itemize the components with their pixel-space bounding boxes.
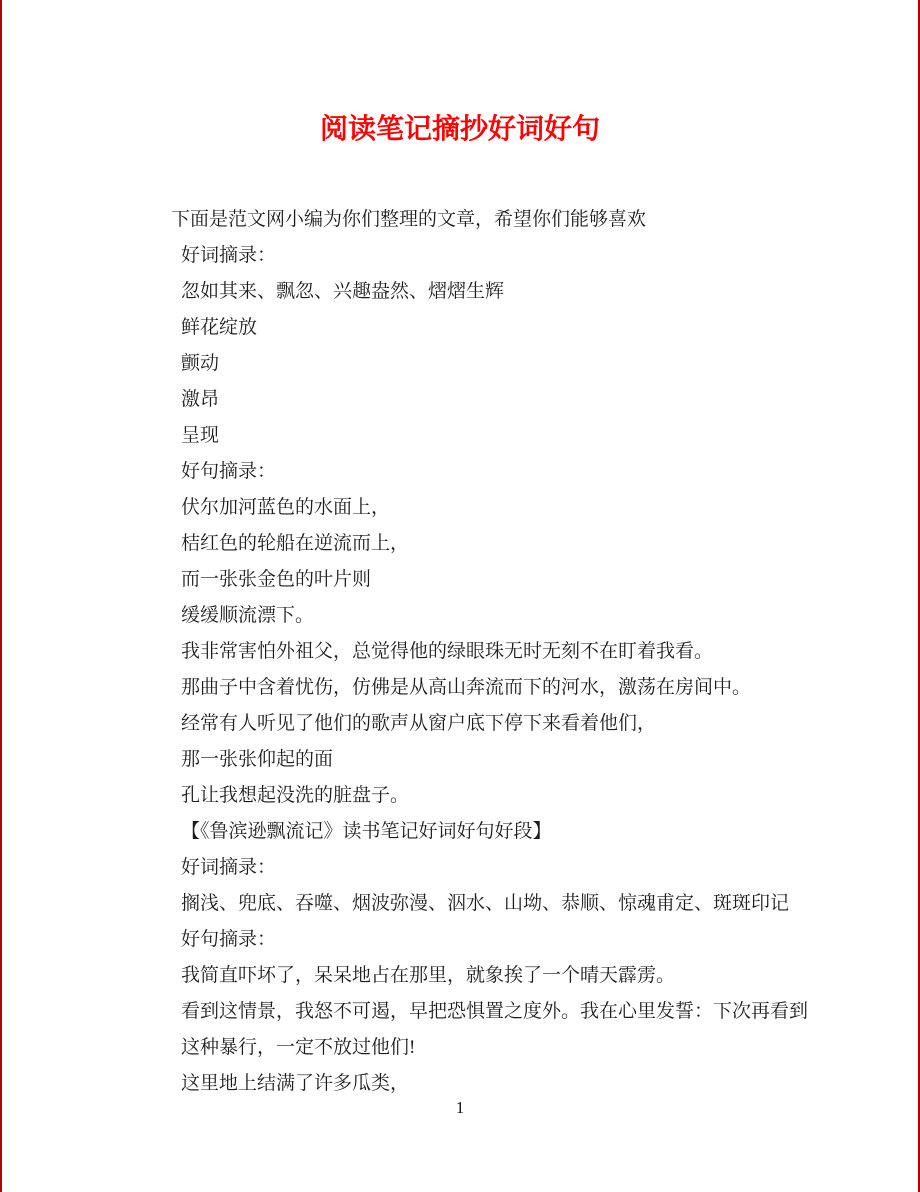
document-line: 下面是范文网小编为你们整理的文章，希望你们能够喜欢 [171, 209, 647, 230]
document-line: 看到这情景，我怒不可遏，早把恐惧置之度外。我在心里发誓：下次再看到 [181, 1001, 809, 1022]
page-number: 1 [455, 1098, 465, 1117]
document-line: 伏尔加河蓝色的水面上， [181, 497, 391, 518]
document-line: 那一张张仰起的面 [181, 749, 334, 770]
document-line: 【《鲁滨逊飘流记》读书笔记好词好句好段】 [181, 821, 552, 842]
document-line: 经常有人听见了他们的歌声从窗户底下停下来看着他们， [181, 713, 657, 734]
document-line: 而一张张金色的叶片则 [181, 569, 372, 590]
document-title: 阅读笔记摘抄好词好句 [319, 114, 600, 145]
document-line: 桔红色的轮船在逆流而上， [181, 533, 410, 554]
document-line: 好词摘录： [181, 857, 277, 878]
document-line: 缓缓顺流漂下。 [181, 605, 315, 626]
document-line: 搁浅、兜底、吞噬、烟波弥漫、泅水、山坳、恭顺、惊魂甫定、斑斑印记 [181, 893, 790, 914]
document-body [0, 202, 920, 1102]
document-line: 鲜花绽放 [181, 317, 258, 338]
document-line: 这里地上结满了许多瓜类， [181, 1073, 410, 1094]
document-line: 呈现 [181, 425, 220, 446]
document-line: 我简直吓坏了，呆呆地占在那里，就象挨了一个晴天霹雳。 [181, 965, 676, 986]
document-line: 激昂 [181, 389, 220, 410]
document-line: 好句摘录： [181, 461, 277, 482]
document-line: 忽如其来、飘忽、兴趣盎然、熠熠生辉 [181, 281, 505, 302]
document-line: 好句摘录： [181, 929, 277, 950]
document-line: 我非常害怕外祖父，总觉得他的绿眼珠无时无刻不在盯着我看。 [181, 641, 714, 662]
document-line: 颤动 [181, 353, 220, 374]
document-line: 这种暴行，一定不放过他们! [181, 1037, 416, 1058]
document-line: 好词摘录： [181, 245, 277, 266]
document-line: 孔让我想起没洗的脏盘子。 [181, 785, 410, 806]
document-line: 那曲子中含着忧伤，仿佛是从高山奔流而下的河水，激荡在房间中。 [181, 677, 752, 698]
